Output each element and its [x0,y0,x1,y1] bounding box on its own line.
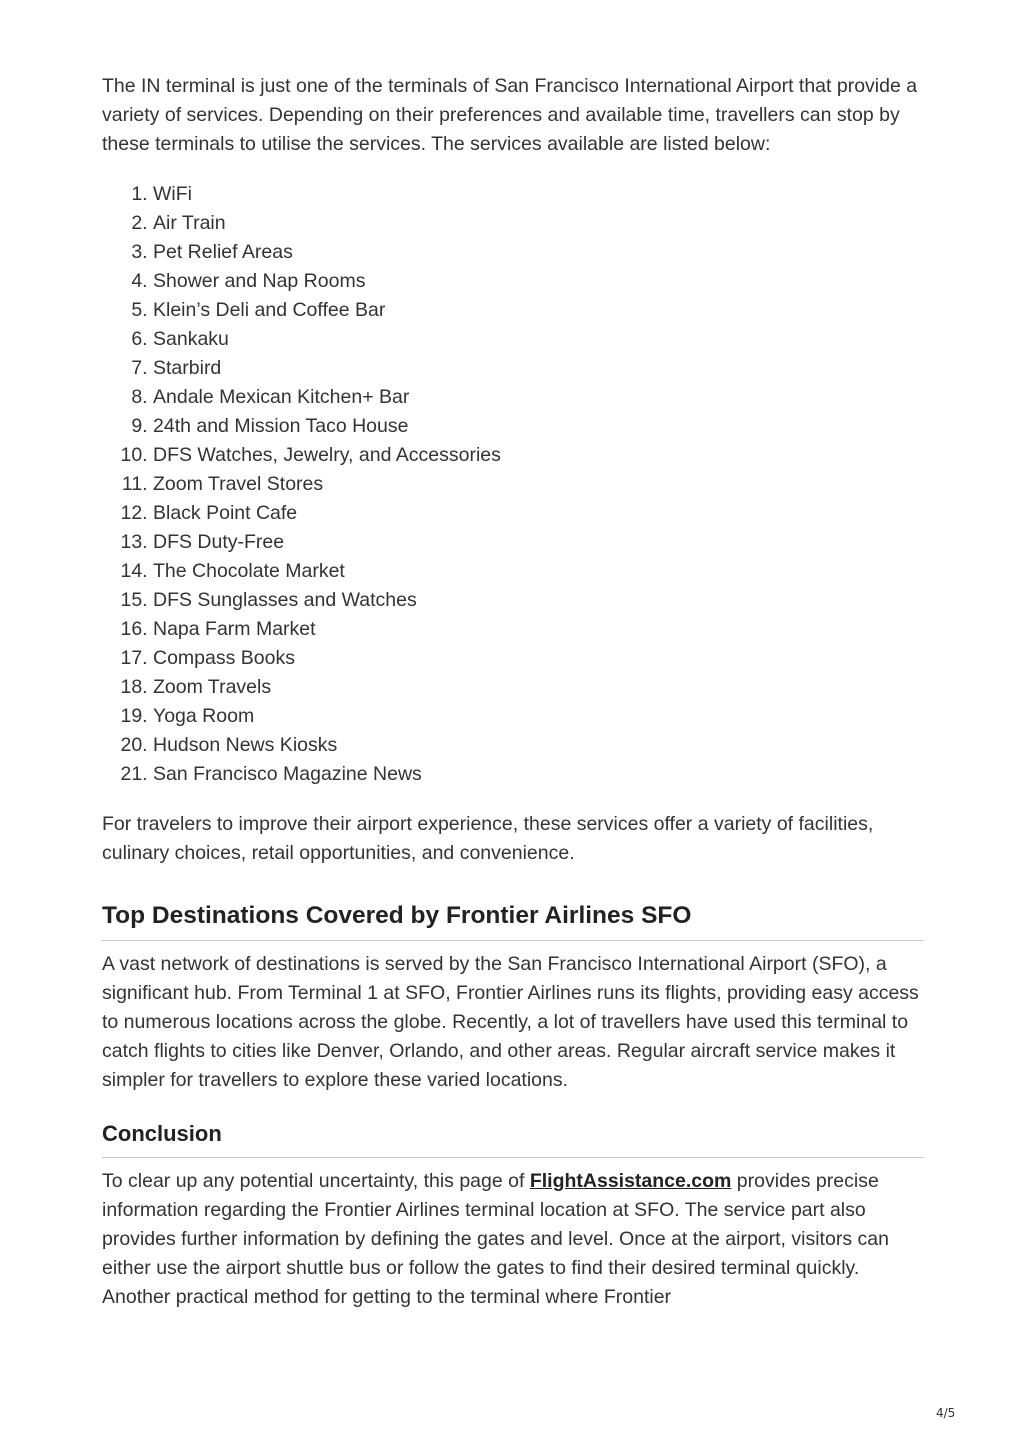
conclusion-heading: Conclusion [102,1119,924,1158]
flightassistance-link[interactable]: FlightAssistance.com [529,1170,732,1192]
conclusion-paragraph [102,1167,924,1312]
page-number: 4/5 [936,1406,956,1420]
list-item: 18. Zoom Travels [153,673,924,702]
list-item: 9. 24th and Mission Taco House [153,412,924,441]
services-summary-paragraph: For travelers to improve their airport experience, these services offer a variety of facilities, culinary choices, retail opportunities, and convenience. [102,813,874,864]
list-item: 8. Andale Mexican Kitchen+ Bar [153,383,924,412]
destinations-heading: Top Destinations Covered by Frontier Airlines SFO [102,899,924,941]
document-body [102,72,924,1312]
list-item: 19. Yoga Room [153,702,924,731]
list-item: 12. Black Point Cafe [153,499,924,528]
conclusion-text-after-link: provides precise information regarding the Frontier Airlines terminal location at SFO. The service part also provides further information by defining the gates and level. Once at the airport, visitors can either use the airport shuttle bus or follow the gates to find their desired terminal quickly. Another practical method for getting to the terminal where Frontier [102,1170,889,1308]
list-item: 16. Napa Farm Market [153,615,924,644]
list-item: 21. San Francisco Magazine News [153,760,924,789]
list-item: 1. WiFi [153,180,924,209]
conclusion-text-before-link: To clear up any potential uncertainty, this page of [102,1170,530,1192]
list-item: 3. Pet Relief Areas [153,238,924,267]
list-item: 2. Air Train [153,209,924,238]
intro-paragraph: The IN terminal is just one of the terminals of San Francisco International Airport that provide a variety of services. Depending on their preferences and available time, travellers can stop by these terminals to utilise the services. The services available are listed below: [102,75,918,155]
list-item: 15. DFS Sunglasses and Watches [153,586,924,615]
list-item: 10. DFS Watches, Jewelry, and Accessories [153,441,924,470]
list-item: 11. Zoom Travel Stores [153,470,924,499]
list-item: 5. Klein’s Deli and Coffee Bar [153,296,924,325]
list-item: 6. Sankaku [153,325,924,354]
services-list [102,180,924,789]
list-item: 20. Hudson News Kiosks [153,731,924,760]
list-item: 14. The Chocolate Market [153,557,924,586]
list-item: 7. Starbird [153,354,924,383]
list-item: 17. Compass Books [153,644,924,673]
list-item: 4. Shower and Nap Rooms [153,267,924,296]
list-item: 13. DFS Duty-Free [153,528,924,557]
destinations-paragraph: A vast network of destinations is served by the San Francisco International Airport (SFO), a significant hub. From Terminal 1 at SFO, Frontier Airlines runs its flights, providing easy access to numerous locations across the globe. Recently, a lot of travellers have used this terminal to catch flights to cities like Denver, Orlando, and other areas. Regular aircraft service makes it simpler for travellers to explore these varied locations. [102,953,919,1091]
